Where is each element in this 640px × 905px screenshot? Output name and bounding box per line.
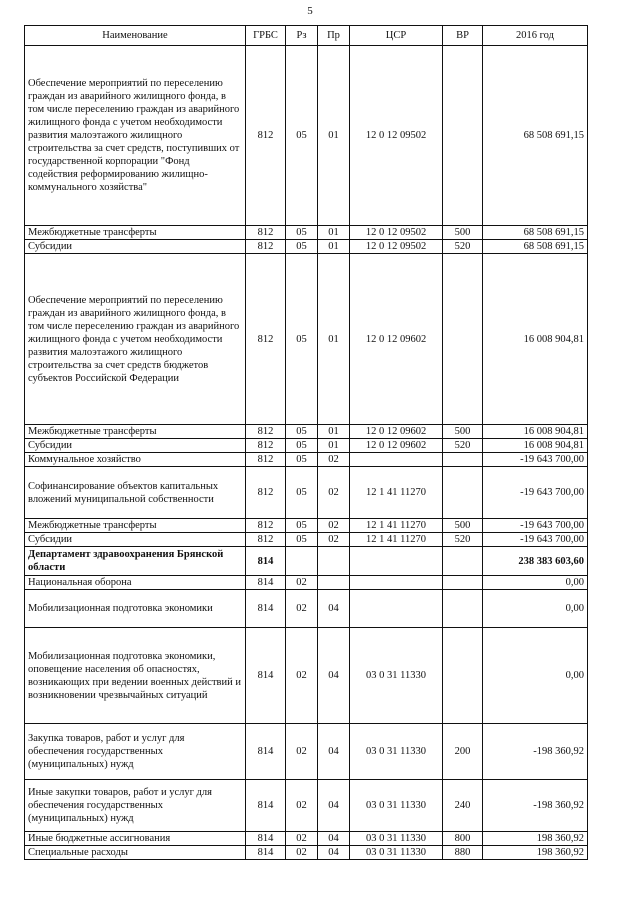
row-pr: 01 <box>318 425 350 439</box>
row-rz: 05 <box>286 226 318 240</box>
row-vr <box>443 628 483 724</box>
row-vr: 500 <box>443 519 483 533</box>
row-csr: 12 1 41 11270 <box>350 533 443 547</box>
row-vr: 520 <box>443 439 483 453</box>
row-name: Обеспечение мероприятий по переселению граждан из аварийного жилищного фонда, в том числе переселению граждан из аварийного жилищного фонда с учетом необходимости развития малоэтажого жилищного строительства за счет средств, поступивших от государственной корпорации "Фонд содействия реформированию жилищно-коммунального хозяйства" <box>25 46 246 226</box>
row-grbs: 812 <box>246 439 286 453</box>
row-amount: 16 008 904,81 <box>483 254 588 425</box>
header-year: 2016 год <box>483 26 588 46</box>
row-name: Департамент здравоохранения Брянской области <box>25 547 246 576</box>
row-amount: 0,00 <box>483 576 588 590</box>
row-name: Иные бюджетные ассигнования <box>25 832 246 846</box>
row-name: Межбюджетные трансферты <box>25 425 246 439</box>
row-rz: 05 <box>286 519 318 533</box>
row-csr: 12 0 12 09502 <box>350 46 443 226</box>
table-row <box>25 254 588 425</box>
row-pr: 01 <box>318 226 350 240</box>
row-rz: 05 <box>286 533 318 547</box>
row-vr: 500 <box>443 425 483 439</box>
row-csr: 12 0 12 09502 <box>350 226 443 240</box>
row-grbs: 812 <box>246 425 286 439</box>
row-pr: 04 <box>318 590 350 628</box>
row-rz: 02 <box>286 780 318 832</box>
row-amount: -19 643 700,00 <box>483 519 588 533</box>
table-row <box>25 453 588 467</box>
table-row <box>25 576 588 590</box>
row-rz: 02 <box>286 832 318 846</box>
row-grbs: 814 <box>246 832 286 846</box>
row-amount: 198 360,92 <box>483 846 588 860</box>
row-vr: 500 <box>443 226 483 240</box>
row-vr <box>443 467 483 519</box>
row-name: Коммунальное хозяйство <box>25 453 246 467</box>
row-name: Мобилизационная подготовка экономики <box>25 590 246 628</box>
row-grbs: 814 <box>246 547 286 576</box>
row-name: Специальные расходы <box>25 846 246 860</box>
row-grbs: 812 <box>246 533 286 547</box>
row-amount: -198 360,92 <box>483 780 588 832</box>
row-amount: -19 643 700,00 <box>483 453 588 467</box>
row-csr <box>350 576 443 590</box>
row-csr: 12 0 12 09602 <box>350 254 443 425</box>
row-amount: -198 360,92 <box>483 724 588 780</box>
row-vr: 520 <box>443 240 483 254</box>
row-name: Закупка товаров, работ и услуг для обеспечения государственных (муниципальных) нужд <box>25 724 246 780</box>
row-grbs: 812 <box>246 519 286 533</box>
row-amount: 68 508 691,15 <box>483 46 588 226</box>
row-pr <box>318 547 350 576</box>
header-csr: ЦСР <box>350 26 443 46</box>
row-name: Межбюджетные трансферты <box>25 519 246 533</box>
row-rz: 05 <box>286 467 318 519</box>
row-name: Субсидии <box>25 240 246 254</box>
table-row <box>25 46 588 226</box>
row-amount: 198 360,92 <box>483 832 588 846</box>
row-pr: 04 <box>318 724 350 780</box>
row-amount: 0,00 <box>483 590 588 628</box>
row-pr: 04 <box>318 628 350 724</box>
row-pr: 04 <box>318 780 350 832</box>
header-rz: Рз <box>286 26 318 46</box>
row-pr: 02 <box>318 453 350 467</box>
row-grbs: 814 <box>246 846 286 860</box>
table-row <box>25 425 588 439</box>
row-vr: 880 <box>443 846 483 860</box>
row-name: Субсидии <box>25 439 246 453</box>
row-csr: 12 1 41 11270 <box>350 519 443 533</box>
row-rz: 05 <box>286 439 318 453</box>
row-csr <box>350 590 443 628</box>
row-grbs: 814 <box>246 590 286 628</box>
row-vr <box>443 590 483 628</box>
row-rz: 05 <box>286 240 318 254</box>
row-grbs: 812 <box>246 226 286 240</box>
row-grbs: 814 <box>246 724 286 780</box>
row-grbs: 812 <box>246 467 286 519</box>
row-name: Обеспечение мероприятий по переселению граждан из аварийного жилищного фонда, в том числе переселению граждан из аварийного жилищного фонда с учетом необходимости развития малоэтажого жилищного строительства за счет средств бюджетов субъектов Российской Федерации <box>25 254 246 425</box>
row-rz: 02 <box>286 590 318 628</box>
table-row <box>25 240 588 254</box>
row-pr: 04 <box>318 832 350 846</box>
header-grbs: ГРБС <box>246 26 286 46</box>
table-row <box>25 533 588 547</box>
row-vr: 800 <box>443 832 483 846</box>
row-vr: 240 <box>443 780 483 832</box>
row-csr: 12 0 12 09602 <box>350 425 443 439</box>
row-amount: -19 643 700,00 <box>483 467 588 519</box>
table-row <box>25 519 588 533</box>
page-number: 5 <box>307 5 313 17</box>
row-pr: 02 <box>318 467 350 519</box>
row-grbs: 812 <box>246 254 286 425</box>
row-vr <box>443 254 483 425</box>
row-amount: 68 508 691,15 <box>483 240 588 254</box>
row-rz: 02 <box>286 576 318 590</box>
table-row <box>25 547 588 576</box>
row-vr: 200 <box>443 724 483 780</box>
row-grbs: 814 <box>246 780 286 832</box>
table-row <box>25 226 588 240</box>
row-amount: -19 643 700,00 <box>483 533 588 547</box>
row-csr: 03 0 31 11330 <box>350 832 443 846</box>
row-pr: 02 <box>318 519 350 533</box>
row-name: Софинансирование объектов капитальных вложений муниципальной собственности <box>25 467 246 519</box>
row-name: Межбюджетные трансферты <box>25 226 246 240</box>
row-csr: 03 0 31 11330 <box>350 780 443 832</box>
row-vr <box>443 547 483 576</box>
header-pr: Пр <box>318 26 350 46</box>
row-rz: 02 <box>286 628 318 724</box>
row-pr: 02 <box>318 533 350 547</box>
budget-table <box>24 25 588 860</box>
table-body <box>25 46 588 860</box>
row-csr: 03 0 31 11330 <box>350 724 443 780</box>
row-amount: 16 008 904,81 <box>483 425 588 439</box>
row-rz: 05 <box>286 46 318 226</box>
row-csr: 03 0 31 11330 <box>350 628 443 724</box>
row-grbs: 812 <box>246 46 286 226</box>
row-rz: 02 <box>286 846 318 860</box>
header-vr: ВР <box>443 26 483 46</box>
row-vr <box>443 46 483 226</box>
row-rz: 05 <box>286 453 318 467</box>
row-name: Национальная оборона <box>25 576 246 590</box>
row-csr <box>350 547 443 576</box>
table-row <box>25 467 588 519</box>
row-grbs: 814 <box>246 576 286 590</box>
table-row <box>25 724 588 780</box>
table-row <box>25 439 588 453</box>
row-grbs: 812 <box>246 240 286 254</box>
row-pr: 01 <box>318 439 350 453</box>
row-csr: 12 0 12 09602 <box>350 439 443 453</box>
row-csr: 03 0 31 11330 <box>350 846 443 860</box>
row-pr: 04 <box>318 846 350 860</box>
row-vr <box>443 453 483 467</box>
row-rz <box>286 547 318 576</box>
row-amount: 238 383 603,60 <box>483 547 588 576</box>
row-name: Иные закупки товаров, работ и услуг для обеспечения государственных (муниципальных) нужд <box>25 780 246 832</box>
row-pr: 01 <box>318 254 350 425</box>
table-row <box>25 628 588 724</box>
row-amount: 0,00 <box>483 628 588 724</box>
row-grbs: 812 <box>246 453 286 467</box>
row-grbs: 814 <box>246 628 286 724</box>
row-pr: 01 <box>318 46 350 226</box>
row-vr <box>443 576 483 590</box>
table-row <box>25 832 588 846</box>
row-amount: 16 008 904,81 <box>483 439 588 453</box>
table-row <box>25 590 588 628</box>
row-vr: 520 <box>443 533 483 547</box>
row-name: Мобилизационная подготовка экономики, оповещение населения об опасностях, возникающих при ведении военных действий и возникновении чрезвычайных ситуаций <box>25 628 246 724</box>
row-pr <box>318 576 350 590</box>
row-rz: 05 <box>286 425 318 439</box>
table-header-row <box>25 26 588 46</box>
header-name: Наименование <box>25 26 246 46</box>
table-row <box>25 846 588 860</box>
row-csr <box>350 453 443 467</box>
row-name: Субсидии <box>25 533 246 547</box>
row-csr: 12 0 12 09502 <box>350 240 443 254</box>
row-pr: 01 <box>318 240 350 254</box>
row-rz: 05 <box>286 254 318 425</box>
row-csr: 12 1 41 11270 <box>350 467 443 519</box>
row-amount: 68 508 691,15 <box>483 226 588 240</box>
table-row <box>25 780 588 832</box>
row-rz: 02 <box>286 724 318 780</box>
